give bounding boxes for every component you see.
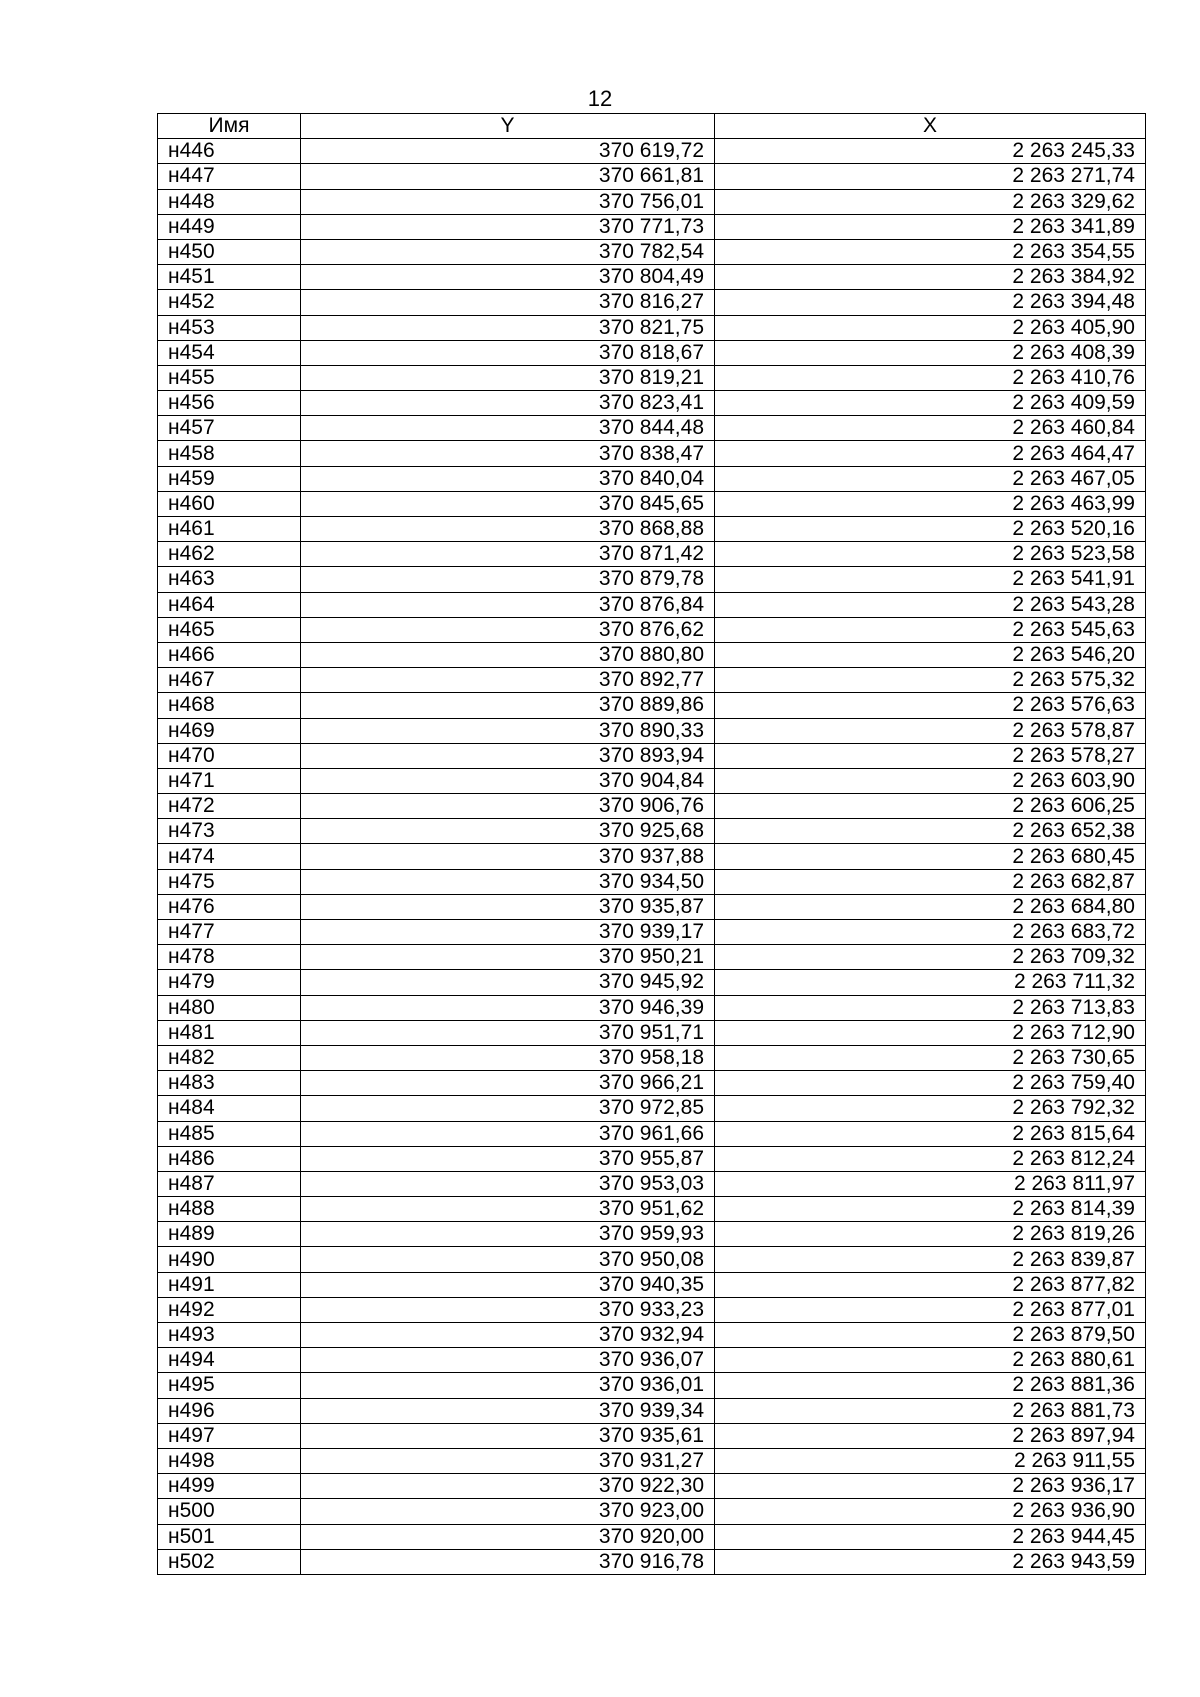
y-coordinate-cell: 370 871,42: [301, 542, 715, 567]
table-row: [158, 1423, 1146, 1448]
table-row: [158, 844, 1146, 869]
point-name-cell: н469: [158, 718, 301, 743]
table-row: [158, 466, 1146, 491]
x-coordinate-cell: 2 263 711,32: [715, 970, 1146, 995]
point-name-cell: н495: [158, 1373, 301, 1398]
y-coordinate-cell: 370 931,27: [301, 1448, 715, 1473]
point-name-cell: н465: [158, 617, 301, 642]
y-coordinate-cell: 370 940,35: [301, 1272, 715, 1297]
y-coordinate-cell: 370 906,76: [301, 794, 715, 819]
x-coordinate-cell: 2 263 603,90: [715, 768, 1146, 793]
table-row: [158, 819, 1146, 844]
x-coordinate-cell: 2 263 541,91: [715, 567, 1146, 592]
table-row: [158, 1524, 1146, 1549]
point-name-cell: н497: [158, 1423, 301, 1448]
table-row: [158, 214, 1146, 239]
x-coordinate-cell: 2 263 464,47: [715, 441, 1146, 466]
header-y: Y: [301, 114, 715, 139]
y-coordinate-cell: 370 925,68: [301, 819, 715, 844]
point-name-cell: н476: [158, 894, 301, 919]
y-coordinate-cell: 370 935,61: [301, 1423, 715, 1448]
point-name-cell: н478: [158, 945, 301, 970]
y-coordinate-cell: 370 619,72: [301, 139, 715, 164]
point-name-cell: н449: [158, 214, 301, 239]
point-name-cell: н452: [158, 290, 301, 315]
y-coordinate-cell: 370 893,94: [301, 743, 715, 768]
x-coordinate-cell: 2 263 811,97: [715, 1171, 1146, 1196]
x-coordinate-cell: 2 263 792,32: [715, 1096, 1146, 1121]
y-coordinate-cell: 370 951,71: [301, 1020, 715, 1045]
point-name-cell: н481: [158, 1020, 301, 1045]
y-coordinate-cell: 370 961,66: [301, 1121, 715, 1146]
table-row: [158, 894, 1146, 919]
x-coordinate-cell: 2 263 682,87: [715, 869, 1146, 894]
table-row: [158, 340, 1146, 365]
x-coordinate-cell: 2 263 881,73: [715, 1398, 1146, 1423]
y-coordinate-cell: 370 936,07: [301, 1348, 715, 1373]
point-name-cell: н487: [158, 1171, 301, 1196]
y-coordinate-cell: 370 955,87: [301, 1146, 715, 1171]
y-coordinate-cell: 370 933,23: [301, 1297, 715, 1322]
x-coordinate-cell: 2 263 814,39: [715, 1197, 1146, 1222]
header-row: [158, 114, 1146, 139]
y-coordinate-cell: 370 816,27: [301, 290, 715, 315]
x-coordinate-cell: 2 263 839,87: [715, 1247, 1146, 1272]
table-row: [158, 1323, 1146, 1348]
table-row: [158, 1197, 1146, 1222]
table-row: [158, 1222, 1146, 1247]
x-coordinate-cell: 2 263 680,45: [715, 844, 1146, 869]
table-row: [158, 693, 1146, 718]
point-name-cell: н462: [158, 542, 301, 567]
table-row: [158, 1348, 1146, 1373]
point-name-cell: н464: [158, 592, 301, 617]
table-row: [158, 1045, 1146, 1070]
x-coordinate-cell: 2 263 683,72: [715, 920, 1146, 945]
y-coordinate-cell: 370 932,94: [301, 1323, 715, 1348]
y-coordinate-cell: 370 876,62: [301, 617, 715, 642]
x-coordinate-cell: 2 263 408,39: [715, 340, 1146, 365]
point-name-cell: н463: [158, 567, 301, 592]
x-coordinate-cell: 2 263 463,99: [715, 491, 1146, 516]
x-coordinate-cell: 2 263 730,65: [715, 1045, 1146, 1070]
y-coordinate-cell: 370 771,73: [301, 214, 715, 239]
y-coordinate-cell: 370 950,21: [301, 945, 715, 970]
table-row: [158, 1071, 1146, 1096]
y-coordinate-cell: 370 819,21: [301, 365, 715, 390]
y-coordinate-cell: 370 804,49: [301, 265, 715, 290]
y-coordinate-cell: 370 936,01: [301, 1373, 715, 1398]
point-name-cell: н456: [158, 391, 301, 416]
point-name-cell: н482: [158, 1045, 301, 1070]
table-header: [158, 114, 1146, 139]
point-name-cell: н458: [158, 441, 301, 466]
table-row: [158, 617, 1146, 642]
y-coordinate-cell: 370 972,85: [301, 1096, 715, 1121]
y-coordinate-cell: 370 904,84: [301, 768, 715, 793]
table-row: [158, 1549, 1146, 1574]
point-name-cell: н461: [158, 517, 301, 542]
x-coordinate-cell: 2 263 405,90: [715, 315, 1146, 340]
y-coordinate-cell: 370 868,88: [301, 517, 715, 542]
y-coordinate-cell: 370 756,01: [301, 189, 715, 214]
table-row: [158, 491, 1146, 516]
x-coordinate-cell: 2 263 394,48: [715, 290, 1146, 315]
x-coordinate-cell: 2 263 271,74: [715, 164, 1146, 189]
x-coordinate-cell: 2 263 943,59: [715, 1549, 1146, 1574]
point-name-cell: н454: [158, 340, 301, 365]
y-coordinate-cell: 370 823,41: [301, 391, 715, 416]
x-coordinate-cell: 2 263 712,90: [715, 1020, 1146, 1045]
point-name-cell: н494: [158, 1348, 301, 1373]
y-coordinate-cell: 370 950,08: [301, 1247, 715, 1272]
y-coordinate-cell: 370 937,88: [301, 844, 715, 869]
x-coordinate-cell: 2 263 329,62: [715, 189, 1146, 214]
x-coordinate-cell: 2 263 575,32: [715, 668, 1146, 693]
table-row: [158, 869, 1146, 894]
y-coordinate-cell: 370 880,80: [301, 642, 715, 667]
point-name-cell: н479: [158, 970, 301, 995]
point-name-cell: н500: [158, 1499, 301, 1524]
y-coordinate-cell: 370 945,92: [301, 970, 715, 995]
x-coordinate-cell: 2 263 245,33: [715, 139, 1146, 164]
point-name-cell: н496: [158, 1398, 301, 1423]
point-name-cell: н485: [158, 1121, 301, 1146]
table-row: [158, 1121, 1146, 1146]
y-coordinate-cell: 370 845,65: [301, 491, 715, 516]
table-row: [158, 265, 1146, 290]
table-row: [158, 1146, 1146, 1171]
x-coordinate-cell: 2 263 578,27: [715, 743, 1146, 768]
table-body: [158, 139, 1146, 1575]
y-coordinate-cell: 370 939,17: [301, 920, 715, 945]
x-coordinate-cell: 2 263 606,25: [715, 794, 1146, 819]
table-row: [158, 189, 1146, 214]
point-name-cell: н447: [158, 164, 301, 189]
table-row: [158, 970, 1146, 995]
x-coordinate-cell: 2 263 713,83: [715, 995, 1146, 1020]
point-name-cell: н483: [158, 1071, 301, 1096]
y-coordinate-cell: 370 844,48: [301, 416, 715, 441]
table-row: [158, 1020, 1146, 1045]
point-name-cell: н502: [158, 1549, 301, 1574]
table-row: [158, 1247, 1146, 1272]
point-name-cell: н448: [158, 189, 301, 214]
x-coordinate-cell: 2 263 819,26: [715, 1222, 1146, 1247]
point-name-cell: н460: [158, 491, 301, 516]
x-coordinate-cell: 2 263 936,90: [715, 1499, 1146, 1524]
point-name-cell: н474: [158, 844, 301, 869]
point-name-cell: н486: [158, 1146, 301, 1171]
y-coordinate-cell: 370 934,50: [301, 869, 715, 894]
y-coordinate-cell: 370 782,54: [301, 239, 715, 264]
point-name-cell: н477: [158, 920, 301, 945]
point-name-cell: н488: [158, 1197, 301, 1222]
y-coordinate-cell: 370 920,00: [301, 1524, 715, 1549]
y-coordinate-cell: 370 818,67: [301, 340, 715, 365]
table-row: [158, 718, 1146, 743]
point-name-cell: н468: [158, 693, 301, 718]
y-coordinate-cell: 370 876,84: [301, 592, 715, 617]
table-row: [158, 668, 1146, 693]
point-name-cell: н499: [158, 1474, 301, 1499]
x-coordinate-cell: 2 263 652,38: [715, 819, 1146, 844]
x-coordinate-cell: 2 263 709,32: [715, 945, 1146, 970]
y-coordinate-cell: 370 939,34: [301, 1398, 715, 1423]
point-name-cell: н450: [158, 239, 301, 264]
x-coordinate-cell: 2 263 684,80: [715, 894, 1146, 919]
table-row: [158, 416, 1146, 441]
point-name-cell: н459: [158, 466, 301, 491]
header-name: Имя: [158, 114, 301, 139]
y-coordinate-cell: 370 838,47: [301, 441, 715, 466]
x-coordinate-cell: 2 263 384,92: [715, 265, 1146, 290]
point-name-cell: н455: [158, 365, 301, 390]
x-coordinate-cell: 2 263 523,58: [715, 542, 1146, 567]
table-row: [158, 1096, 1146, 1121]
x-coordinate-cell: 2 263 543,28: [715, 592, 1146, 617]
table-row: [158, 1272, 1146, 1297]
table-row: [158, 995, 1146, 1020]
y-coordinate-cell: 370 946,39: [301, 995, 715, 1020]
x-coordinate-cell: 2 263 467,05: [715, 466, 1146, 491]
table-row: [158, 1474, 1146, 1499]
table-row: [158, 1499, 1146, 1524]
y-coordinate-cell: 370 892,77: [301, 668, 715, 693]
y-coordinate-cell: 370 951,62: [301, 1197, 715, 1222]
x-coordinate-cell: 2 263 354,55: [715, 239, 1146, 264]
y-coordinate-cell: 370 959,93: [301, 1222, 715, 1247]
table-row: [158, 1398, 1146, 1423]
table-row: [158, 441, 1146, 466]
table-row: [158, 517, 1146, 542]
point-name-cell: н453: [158, 315, 301, 340]
x-coordinate-cell: 2 263 877,82: [715, 1272, 1146, 1297]
point-name-cell: н470: [158, 743, 301, 768]
point-name-cell: н492: [158, 1297, 301, 1322]
point-name-cell: н498: [158, 1448, 301, 1473]
point-name-cell: н480: [158, 995, 301, 1020]
x-coordinate-cell: 2 263 409,59: [715, 391, 1146, 416]
y-coordinate-cell: 370 889,86: [301, 693, 715, 718]
coordinates-table: [157, 113, 1146, 1575]
y-coordinate-cell: 370 916,78: [301, 1549, 715, 1574]
table-row: [158, 743, 1146, 768]
header-x: X: [715, 114, 1146, 139]
point-name-cell: н451: [158, 265, 301, 290]
x-coordinate-cell: 2 263 410,76: [715, 365, 1146, 390]
point-name-cell: н475: [158, 869, 301, 894]
table-row: [158, 1373, 1146, 1398]
table-row: [158, 164, 1146, 189]
table-row: [158, 290, 1146, 315]
y-coordinate-cell: 370 922,30: [301, 1474, 715, 1499]
point-name-cell: н473: [158, 819, 301, 844]
point-name-cell: н489: [158, 1222, 301, 1247]
table-row: [158, 365, 1146, 390]
table-row: [158, 139, 1146, 164]
point-name-cell: н446: [158, 139, 301, 164]
y-coordinate-cell: 370 935,87: [301, 894, 715, 919]
x-coordinate-cell: 2 263 936,17: [715, 1474, 1146, 1499]
y-coordinate-cell: 370 821,75: [301, 315, 715, 340]
y-coordinate-cell: 370 840,04: [301, 466, 715, 491]
table-row: [158, 768, 1146, 793]
point-name-cell: н472: [158, 794, 301, 819]
point-name-cell: н467: [158, 668, 301, 693]
point-name-cell: н493: [158, 1323, 301, 1348]
point-name-cell: н466: [158, 642, 301, 667]
x-coordinate-cell: 2 263 881,36: [715, 1373, 1146, 1398]
point-name-cell: н457: [158, 416, 301, 441]
x-coordinate-cell: 2 263 759,40: [715, 1071, 1146, 1096]
table-row: [158, 945, 1146, 970]
x-coordinate-cell: 2 263 545,63: [715, 617, 1146, 642]
y-coordinate-cell: 370 966,21: [301, 1071, 715, 1096]
y-coordinate-cell: 370 958,18: [301, 1045, 715, 1070]
table-row: [158, 542, 1146, 567]
y-coordinate-cell: 370 923,00: [301, 1499, 715, 1524]
x-coordinate-cell: 2 263 546,20: [715, 642, 1146, 667]
table-row: [158, 592, 1146, 617]
table-row: [158, 315, 1146, 340]
x-coordinate-cell: 2 263 877,01: [715, 1297, 1146, 1322]
x-coordinate-cell: 2 263 879,50: [715, 1323, 1146, 1348]
table-row: [158, 1297, 1146, 1322]
table-row: [158, 642, 1146, 667]
y-coordinate-cell: 370 890,33: [301, 718, 715, 743]
table-row: [158, 1171, 1146, 1196]
x-coordinate-cell: 2 263 911,55: [715, 1448, 1146, 1473]
y-coordinate-cell: 370 879,78: [301, 567, 715, 592]
point-name-cell: н491: [158, 1272, 301, 1297]
point-name-cell: н501: [158, 1524, 301, 1549]
y-coordinate-cell: 370 661,81: [301, 164, 715, 189]
x-coordinate-cell: 2 263 815,64: [715, 1121, 1146, 1146]
point-name-cell: н471: [158, 768, 301, 793]
x-coordinate-cell: 2 263 812,24: [715, 1146, 1146, 1171]
y-coordinate-cell: 370 953,03: [301, 1171, 715, 1196]
table-row: [158, 239, 1146, 264]
table-row: [158, 1448, 1146, 1473]
x-coordinate-cell: 2 263 576,63: [715, 693, 1146, 718]
x-coordinate-cell: 2 263 944,45: [715, 1524, 1146, 1549]
x-coordinate-cell: 2 263 460,84: [715, 416, 1146, 441]
x-coordinate-cell: 2 263 880,61: [715, 1348, 1146, 1373]
page-number: 12: [587, 86, 613, 111]
x-coordinate-cell: 2 263 578,87: [715, 718, 1146, 743]
point-name-cell: н484: [158, 1096, 301, 1121]
x-coordinate-cell: 2 263 897,94: [715, 1423, 1146, 1448]
x-coordinate-cell: 2 263 520,16: [715, 517, 1146, 542]
point-name-cell: н490: [158, 1247, 301, 1272]
table-row: [158, 920, 1146, 945]
table-row: [158, 794, 1146, 819]
table-row: [158, 391, 1146, 416]
x-coordinate-cell: 2 263 341,89: [715, 214, 1146, 239]
table-row: [158, 567, 1146, 592]
